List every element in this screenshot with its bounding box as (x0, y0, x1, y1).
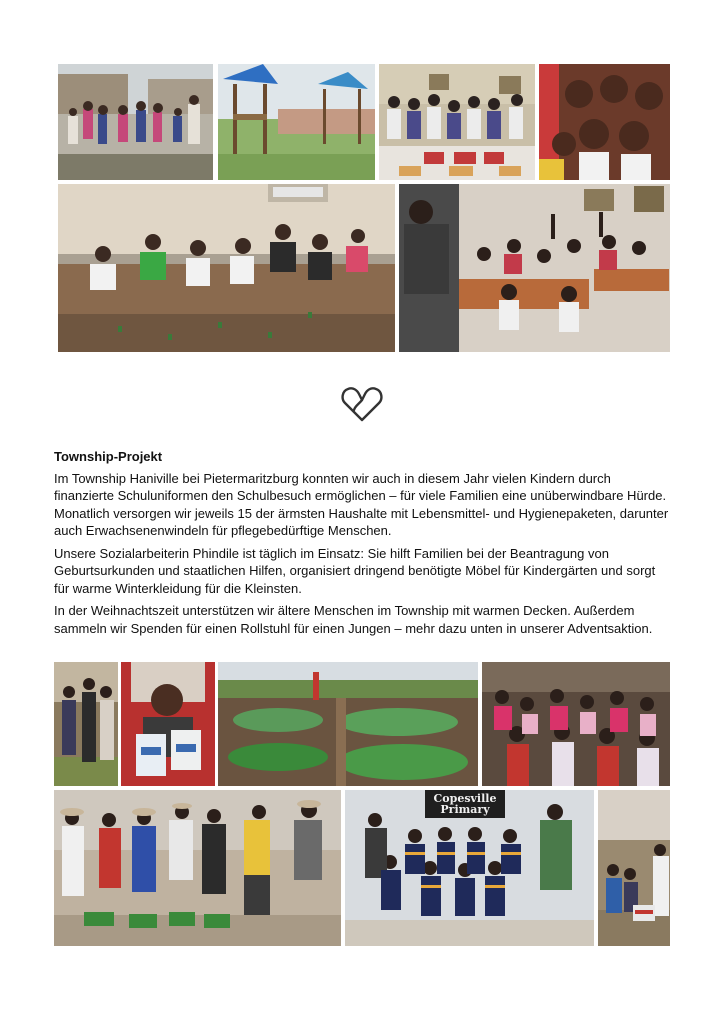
paragraph-3: In der Weihnachtszeit unterstützen wir ältere Menschen im Township mit warmen Decken. Außerdem sammeln wir Spenden für einen Rollstuhl für einen Jungen – mehr dazu unten in unserer Adventsaktion. (54, 603, 653, 636)
article-text (54, 448, 674, 642)
photo-woman-hygiene-package (121, 662, 215, 786)
photo-classroom-raised-hands (399, 184, 670, 352)
photo-children-group-indoors (482, 662, 670, 786)
photo-girls-standing (54, 662, 118, 786)
photo-adults-with-seedlings (54, 790, 341, 946)
photo-children-food-table (379, 64, 535, 180)
photo-playground-umbrella (218, 64, 375, 180)
paragraph-2: Unsere Sozialarbeiterin Phindile ist täglich im Einsatz: Sie hilft Familien bei der Beantragung von Geburtsurkunden und staatlichen Hilfen, organisiert dringend benötigte Möbel für Kindergärten und sorgt für warme Winterkleidung für die Kleinsten. (54, 545, 656, 596)
photo-children-closeup (539, 64, 670, 180)
photo-children-with-parcel (598, 790, 670, 946)
photo-children-group-outdoors (58, 64, 213, 180)
school-sign-text: Copesville Primary (433, 792, 497, 816)
heart-logo-icon (340, 382, 384, 426)
photo-children-planting-garden (58, 184, 395, 352)
paragraph-1: Im Township Haniville bei Pietermaritzburg konnten wir auch in diesem Jahr vielen Kindern durch finanzierte Schuluniformen den Schulbesuch ermöglichen – für viele Familien eine unüberwindbare Hürde. Monatlich versorgen wir jeweils 15 der ärmsten Haushalte mit Lebensmittel- und Hygienepaketen, darunter auch Erwachsenenwindeln für pflegebedürftige Menschen. (54, 470, 669, 538)
photo-school-children-uniforms (345, 790, 594, 946)
photo-vegetable-garden (218, 662, 478, 786)
section-title: Township-Projekt (54, 449, 163, 464)
